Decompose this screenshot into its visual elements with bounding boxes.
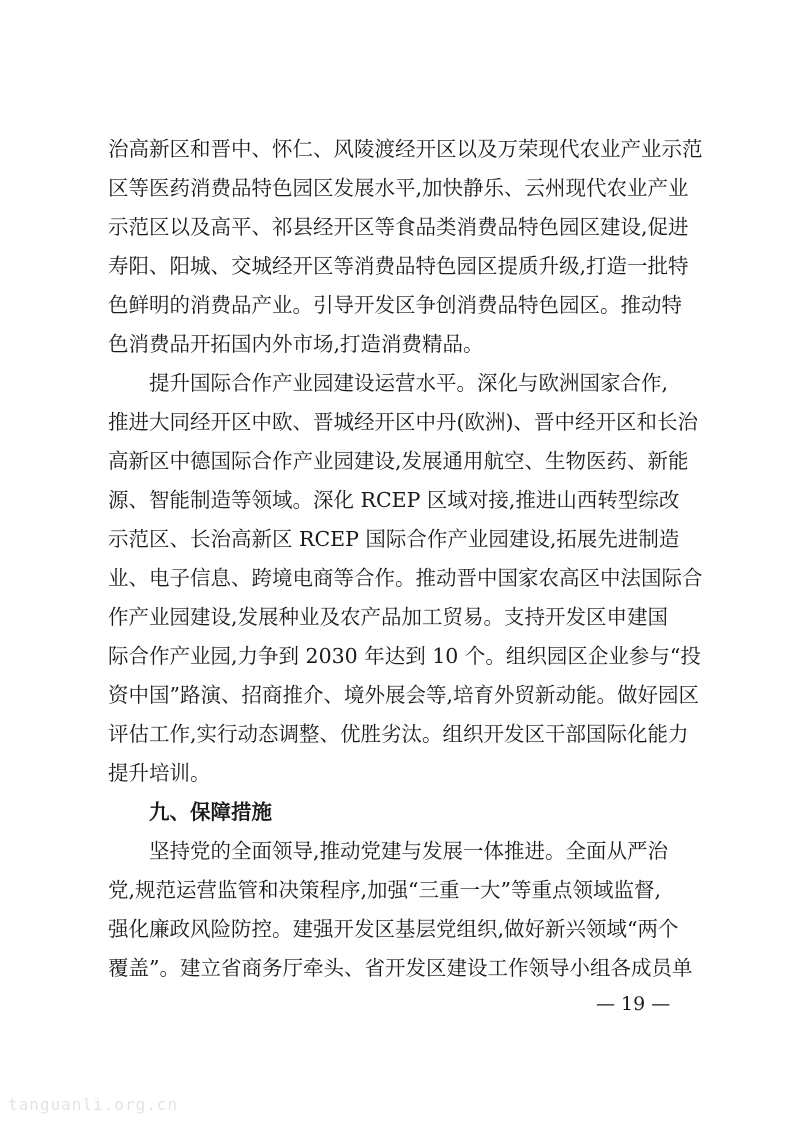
paragraph-international-parks	[108, 364, 703, 793]
paragraph-safeguards	[108, 832, 693, 988]
text-line: 提升国际合作产业园建设运营水平。深化与欧洲国家合作,	[149, 371, 669, 395]
text-line: 区等医药消费品特色园区发展水平,加快静乐、云州现代农业产业	[108, 176, 689, 200]
text-line: 覆盖”。建立省商务厅牵头、省开发区建设工作领导小组各成员单	[108, 956, 693, 980]
section-heading: 九、保障措施	[149, 800, 272, 824]
text-line: 作产业园建设,发展种业及农产品加工贸易。支持开发区申建国	[108, 605, 669, 629]
paragraph-consumer-parks	[108, 130, 703, 364]
text-line: 示范区、长治高新区 RCEP 国际合作产业园建设,拓展先进制造	[108, 527, 680, 551]
text-line: 业、电子信息、跨境电商等合作。推动晋中国家农高区中法国际合	[108, 566, 703, 590]
text-line: 际合作产业园,力争到 2030 年达到 10 个。组织园区企业参与“投	[108, 644, 701, 668]
text-line: 坚持党的全面领导,推动党建与发展一体推进。全面从严治	[149, 839, 669, 863]
text-line: 强化廉政风险防控。建强开发区基层党组织,做好新兴领域“两个	[108, 917, 679, 941]
page-number: — 19 —	[596, 993, 671, 1015]
text-line: 高新区中德国际合作产业园建设,发展通用航空、生物医药、新能	[108, 449, 689, 473]
text-line: 治高新区和晋中、怀仁、风陵渡经开区以及万荣现代农业产业示范	[108, 137, 703, 161]
text-line: 推进大同经开区中欧、晋城经开区中丹(欧洲)、晋中经开区和长治	[108, 410, 698, 434]
text-line: 资中国”路演、招商推介、境外展会等,培育外贸新动能。做好园区	[108, 683, 699, 707]
text-line: 色消费品开拓国内外市场,打造消费精品。	[108, 332, 484, 356]
text-line: 色鲜明的消费品产业。引导开发区争创消费品特色园区。推动特	[108, 293, 682, 317]
text-line: 源、智能制造等领域。深化 RCEP 区域对接,推进山西转型综改	[108, 488, 680, 512]
text-line: 党,规范运营监管和决策程序,加强“三重一大”等重点领域监督,	[108, 878, 662, 902]
text-line: 评估工作,实行动态调整、优胜劣汰。组织开发区干部国际化能力	[108, 722, 689, 746]
text-line: 寿阳、阳城、交城经开区等消费品特色园区提质升级,打造一批特	[108, 254, 689, 278]
text-line: 示范区以及高平、祁县经开区等食品类消费品特色园区建设,促进	[108, 215, 689, 239]
document-body	[108, 130, 703, 988]
text-line: 提升培训。	[108, 761, 211, 785]
watermark: tanguanli.org.cn	[8, 1095, 179, 1114]
